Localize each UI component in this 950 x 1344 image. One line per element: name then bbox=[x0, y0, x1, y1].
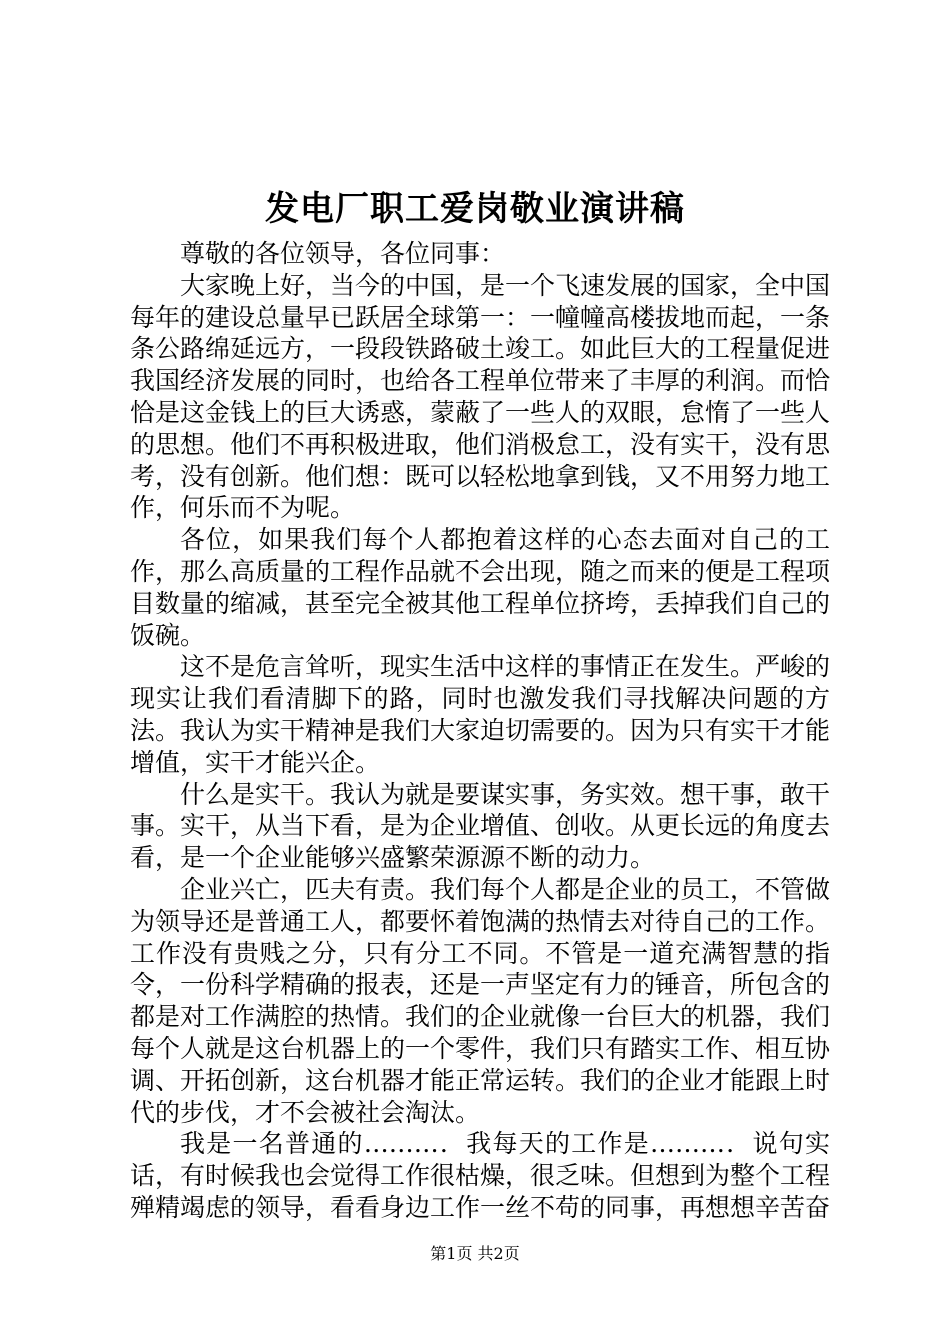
page-footer: 第1页 共2页 bbox=[430, 1244, 520, 1263]
paragraph: 企业兴亡，匹夫有责。我们每个人都是企业的员工，不管做为领导还是普通工人，都要怀着饱满的热情去对待自己的工作。工作没有贵贱之分，只有分工不同。不管是一道充满智慧的指令，一份科学精确的报表，还是一声坚定有力的锤音，所包含的都是对工作满腔的热情。我们的企业就像一台巨大的机器，我们每个人就是这台机器上的一个零件，我们只有踏实工作、相互协调、开拓创新，这台机器才能正常运转。我们的企业才能跟上时代的步伐，才不会被社会淘汰。 bbox=[130, 874, 831, 1127]
salutation: 尊敬的各位领导，各位同事： bbox=[180, 239, 506, 268]
document-body bbox=[130, 238, 830, 1224]
paragraph: 我是一名普通的………．我每天的工作是………．说句实话，有时候我也会觉得工作很枯燥，很乏味。但想到为整个工程殚精竭虑的领导，看看身边工作一丝不苟的同事，再想想辛苦奋 bbox=[130, 1129, 831, 1222]
paragraph: 什么是实干。我认为就是要谋实事，务实效。想干事，敢干事。实干，从当下看，是为企业增值、创收。从更长远的角度去看，是一个企业能够兴盛繁荣源源不断的动力。 bbox=[130, 779, 831, 873]
paragraph: 这不是危言耸听，现实生活中这样的事情正在发生。严峻的现实让我们看清脚下的路，同时也激发我们寻找解决问题的方法。我认为实干精神是我们大家迫切需要的。因为只有实干才能增值，实干才能兴企。 bbox=[130, 652, 831, 777]
document-title: 发电厂职工爱岗敬业演讲稿 bbox=[265, 189, 685, 229]
paragraph: 大家晚上好，当今的中国，是一个飞速发展的国家，全中国每年的建设总量早已跃居全球第一：一幢幢高楼拔地而起，一条条公路绵延远方，一段段铁路破土竣工。如此巨大的工程量促进我国经济发展的同时，也给各工程单位带来了丰厚的利润。而恰恰是这金钱上的巨大诱惑，蒙蔽了一些人的双眼，怠惰了一些人的思想。他们不再积极进取，他们消极怠工，没有实干，没有思考，没有创新。他们想：既可以轻松地拿到钱，又不用努力地工作，何乐而不为呢。 bbox=[130, 270, 831, 523]
paragraph: 各位，如果我们每个人都抱着这样的心态去面对自己的工作，那么高质量的工程作品就不会出现，随之而来的便是工程项目数量的缩减，甚至完全被其他工程单位挤垮，丢掉我们自己的饭碗。 bbox=[130, 525, 831, 650]
